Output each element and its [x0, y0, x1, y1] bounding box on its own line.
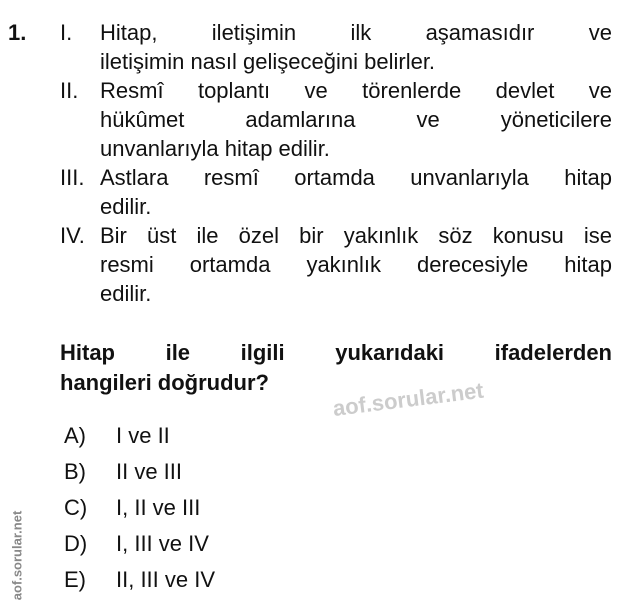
word: toplantı	[197, 78, 271, 103]
option-text: I, II ve III	[116, 495, 201, 520]
statement-text	[100, 18, 612, 76]
statement-text	[100, 76, 612, 163]
justified-line	[100, 250, 612, 279]
word: adamlarına	[245, 107, 356, 132]
word: ortamda	[189, 252, 271, 277]
text-line: unvanlarıyla hitap edilir.	[100, 136, 330, 161]
roman-numeral: I.	[60, 20, 73, 45]
statement-text	[100, 221, 612, 308]
word: ile	[196, 223, 219, 248]
word: Hitap	[60, 340, 115, 365]
option-b[interactable]	[64, 454, 215, 490]
side-watermark: aof.sorular.net	[9, 510, 25, 601]
word: Astlara	[100, 165, 169, 190]
word: ve	[304, 78, 328, 103]
watermark: aof.sorular.net	[331, 377, 485, 421]
word: özel	[238, 223, 279, 248]
word: yakınlık	[306, 252, 382, 277]
statement-text	[100, 163, 612, 221]
justified-line	[60, 338, 612, 368]
word: ise	[583, 223, 612, 248]
option-c[interactable]	[64, 490, 215, 526]
statement-list	[60, 18, 612, 308]
statement-item	[60, 221, 612, 308]
justified-line	[100, 221, 612, 250]
option-a[interactable]	[64, 418, 215, 454]
word: devlet	[495, 78, 555, 103]
word: aşamasıdır	[425, 20, 535, 45]
word: ile	[165, 340, 191, 365]
word: hitap	[564, 252, 612, 277]
word: üst	[147, 223, 177, 248]
text-line: iletişimin nasıl gelişeceğini belirler.	[100, 49, 436, 74]
word: Bir	[100, 223, 127, 248]
text-line: hangileri doğrudur?	[60, 370, 269, 395]
word: ve	[588, 78, 612, 103]
text-line: edilir.	[100, 281, 152, 306]
word: konusu	[492, 223, 564, 248]
word: hitap	[564, 165, 612, 190]
word: yöneticilere	[500, 107, 612, 132]
option-letter: C)	[64, 495, 88, 520]
word: Hitap,	[100, 20, 158, 45]
word: söz	[438, 223, 473, 248]
justified-line	[100, 18, 612, 47]
statement-item	[60, 18, 612, 76]
justified-line	[100, 163, 612, 192]
statement-item	[60, 76, 612, 163]
option-text: II ve III	[116, 459, 183, 484]
word: iletişimin	[211, 20, 297, 45]
roman-numeral: II.	[60, 78, 79, 103]
word: Resmî	[100, 78, 164, 103]
justified-line	[100, 76, 612, 105]
word: ilgili	[240, 340, 285, 365]
statement-item	[60, 163, 612, 221]
word: bir	[299, 223, 324, 248]
option-d[interactable]	[64, 526, 215, 562]
question-number: 1.	[8, 20, 27, 45]
option-letter: E)	[64, 567, 86, 592]
word: ortamda	[294, 165, 375, 190]
justified-line	[100, 105, 612, 134]
word: hükûmet	[100, 107, 185, 132]
option-e[interactable]	[64, 562, 215, 598]
word: yakınlık	[343, 223, 419, 248]
roman-numeral: IV.	[60, 223, 85, 248]
word: unvanlarıyla	[410, 165, 529, 190]
option-letter: D)	[64, 531, 88, 556]
option-text: II, III ve IV	[116, 567, 216, 592]
word: ifadelerden	[494, 340, 612, 365]
word: resmi	[100, 252, 154, 277]
word: törenlerde	[362, 78, 462, 103]
option-text: I ve II	[116, 423, 170, 448]
word: ilk	[350, 20, 372, 45]
word: ve	[588, 20, 612, 45]
answer-options	[64, 418, 215, 598]
text-line: edilir.	[100, 194, 152, 219]
roman-numeral: III.	[60, 165, 85, 190]
word: ve	[416, 107, 440, 132]
option-text: I, III ve IV	[116, 531, 209, 556]
word: resmî	[203, 165, 259, 190]
option-letter: A)	[64, 423, 86, 448]
word: derecesiyle	[417, 252, 529, 277]
word: yukarıdaki	[335, 340, 445, 365]
option-letter: B)	[64, 459, 86, 484]
question-stem	[60, 338, 612, 398]
